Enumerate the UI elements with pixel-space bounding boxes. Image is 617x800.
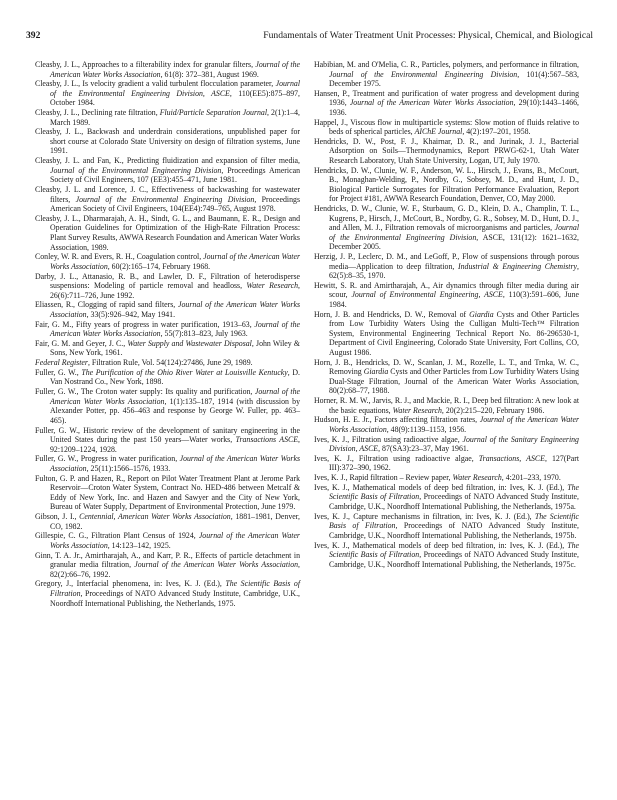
page-header (26, 30, 593, 44)
reference-title: Journal of the American Water Works Association (50, 531, 300, 550)
reference-text: Darby, J. L., Attanasio, R. B., and Lawler, D. F., Filtration of heterodisperse suspensions: Modeling of particle removal and headloss, (35, 271, 300, 291)
reference-title: Journal of the American Water Works Association (329, 415, 579, 434)
reference-text: , Proceedings of NATO Advanced Study Institute, Cambridge, U.K., Noordhoff International Publishing, the Netherlands, 1975. (50, 589, 300, 608)
reference-entry (35, 339, 300, 358)
reference-text: , 26(6):711–726, June 1992. (50, 281, 300, 300)
reference-text: , Proceedings American Society of Civil Engineers, 104(EE4):749–765, August 1978. (50, 194, 300, 214)
reference-entry (35, 127, 300, 156)
reference-title: Fluid/Particle Separation Journal (159, 108, 268, 118)
references-column-left (35, 60, 300, 608)
reference-entry (35, 387, 300, 425)
reference-entry (35, 531, 300, 550)
references-column-right (314, 60, 579, 569)
reference-text: , 25(11):1566–1576, 1933. (86, 463, 171, 473)
reference-entry (314, 166, 579, 204)
reference-text: , 82(2):66–76, 1992. (50, 560, 301, 579)
running-title: Fundamentals of Water Treatment Unit Processes: Physical, Chemical, and Biological (263, 30, 593, 41)
reference-text: Fulton, G. P. and Hazen, R., Report on Pilot Water Treatment Plant at Jerome Park Reservoir—Croton Water System, Contract No. HED-486 between Metcalf & Eddy of New York, Inc. and Hazen and Sawyer and the City of New York, Bureau of Water Supply, Department of Environmental Protection, June 1979. (35, 473, 300, 512)
reference-text: Fuller, G. W., Progress in water purification, (35, 454, 180, 464)
reference-title: Giardia (363, 367, 389, 377)
reference-title: Journal of Environmental Engineering, ASCE (351, 290, 503, 300)
reference-entry (35, 426, 300, 455)
reference-entry (35, 60, 300, 79)
reference-text: Horner, R. M. W., Jarvis, R. J., and Mackie, R. I., Deep bed filtration: A new look at the basic equations, (314, 396, 579, 415)
reference-entry (35, 320, 300, 339)
reference-text: , 110(3):591–606, June 1984. (329, 290, 579, 309)
reference-text: Gregory, J., Interfacial phenomena, in: Ives, K. J. (Ed.), (35, 579, 226, 589)
reference-text: , 110(EE5):875–897, October 1984. (50, 88, 301, 108)
reference-title: Water Research (392, 405, 442, 415)
reference-text: , 1881–1981, Denver, CO, 1982. (50, 512, 300, 531)
reference-text: Cleasby, J. L. and Lorence, J. C., Effectiveness of backwashing for wastewater filters, (35, 185, 300, 204)
reference-entry (314, 415, 579, 434)
reference-text: , 101(4):567–583, December 1975. (329, 69, 579, 89)
reference-text: Ives, K. J., Rapid filtration – Review paper, (314, 473, 453, 483)
reference-text: Happel, J., Viscous flow in multiparticle systems: Slow motion of fluids relative to beds of spherical particles, (314, 117, 579, 137)
reference-entry (35, 214, 300, 252)
reference-entry (314, 89, 579, 118)
reference-entry (314, 137, 579, 166)
reference-title: The Scientific Basis of Filtration (329, 511, 579, 531)
reference-title: Journal of the American Water Works Association (50, 252, 300, 271)
reference-title: Journal of the Environmental Engineering Division (329, 223, 579, 242)
reference-entry (314, 454, 579, 473)
reference-text: Gibson, J. I., (35, 512, 80, 522)
reference-entry (314, 310, 579, 358)
reference-text: Fuller, G. W., (35, 367, 82, 377)
reference-text: Fuller, G. W., The Croton water supply: Its quality and purification, (35, 387, 255, 397)
reference-entry (35, 474, 300, 512)
reference-text: Horn, J. B. and Hendricks, D. W., Removal of (314, 309, 470, 319)
reference-text: , 60(2):165–174, February 1968. (107, 261, 211, 271)
reference-text: , 92:1209–1224, 1928. (50, 435, 300, 454)
reference-title: The Scientific Basis of Filtration (50, 579, 300, 599)
reference-entry (35, 579, 300, 608)
reference-text: , 62(5):8–35, 1970. (329, 261, 579, 281)
reference-entry (35, 551, 300, 580)
reference-title: Journal of the American Water Works Association (50, 60, 300, 79)
reference-text: , ASCE, 131(12): 1621–1632, December 2005. (329, 232, 579, 252)
reference-text: , 55(7):813–823, July 1963. (160, 329, 248, 339)
reference-title: Water Supply and Wastewater Disposal (127, 338, 252, 348)
reference-entry (314, 118, 579, 137)
reference-text: Eliassen, R., Clogging of rapid sand filters, (35, 300, 179, 310)
reference-title: Journal of the Sanitary Engineering Division, ASCE (329, 434, 579, 454)
reference-text: Hudson, H. E. Jr., Factors affecting filtration rates, (314, 415, 480, 425)
reference-title: Journal of the American Water Works Association (50, 300, 300, 319)
reference-title: Centennial, American Water Works Association (79, 512, 231, 522)
reference-entry (314, 541, 579, 570)
reference-text: Cleasby, J. L., Approaches to a filterability index for granular filters, (35, 60, 256, 69)
reference-text: Ives, K. J., Filtration using radioactive algae, (314, 434, 463, 444)
reference-text: Cleasby, J. L., Backwash and underdrain considerations, unpublished paper for short course at Colorado State University on design of filtration systems, June 1991. (35, 127, 300, 156)
reference-text: Cleasby, J. L. and Fan, K., Predicting fluidization and expansion of filter media, (35, 156, 300, 166)
reference-text: Hendricks, D. W., Clunie, W. F., Sturbaum, G. D., Klein, D. A., Champlin, T. L., Kugrens, P., Hirsch, J., McCourt, B., Nordby, G. R., Sobsey, M. D., Hunt, D. J., and Allen, M. J., Filtration removals of microorganisms and particles, (314, 204, 579, 233)
reference-entry (314, 60, 579, 89)
reference-text: Gillespie, C. G., Filtration Plant Census of 1924, (35, 531, 199, 541)
reference-entry (35, 272, 300, 301)
reference-entry (35, 512, 300, 531)
reference-title: The Purification of the Ohio River Water at Louisville Kentucky (81, 367, 288, 377)
reference-text: , Proceedings American Society of Civil Engineers, 107 (EE3):455–471, June 1981. (50, 165, 300, 185)
reference-text: , 1(1):135–187, 1914 (with discussion by Alexander Potter, pp. 456–463 and response by George W. Fuller, pp. 463–465). (50, 396, 301, 425)
reference-text: Hewitt, S. R. and Amirtharajah, A., Air dynamics through filter media during air scour, (314, 280, 579, 300)
reference-text: , 29(10):1443–1466, 1936. (329, 98, 579, 117)
reference-entry (314, 252, 579, 281)
reference-text: , 33(5):926–942, May 1941. (86, 309, 176, 319)
reference-text: Hansen, P., Treatment and purification of water progress and development during 1936, (314, 88, 579, 108)
reference-text: , 61(8): 372–381, August 1969. (160, 69, 259, 79)
reference-text: , 48(9):1139–1153, 1956. (386, 424, 467, 434)
reference-text: Fair, G. M. and Geyer, J. C., (35, 338, 128, 348)
reference-title: Journal of the Environmental Engineering Division (50, 165, 222, 175)
reference-entry (35, 368, 300, 387)
reference-entry (35, 108, 300, 127)
reference-text: Herzig, J. P., Leclerc, D. M., and LeGoff, P., Flow of suspensions through porous media—Application to deep filtration, (314, 252, 579, 271)
reference-text: , Proceedings of NATO Advanced Study Institute, Cambridge, U.K., Noordhoff International Publishing, the Netherlands, 1975a. (329, 492, 580, 511)
reference-title: Journal of the Environmental Engineering Division, ASCE (50, 79, 300, 98)
reference-text: Ives, K. J., Mathematical models of deep bed filtration, in: Ives, K. J. (Ed.), (314, 482, 568, 492)
reference-text: , John Wiley & Sons, New York, 1961. (50, 338, 300, 358)
reference-entry (35, 358, 300, 368)
reference-title: Water Research (452, 473, 502, 483)
reference-text: , Filtration Rule, Vol. 54(124):27486, June 29, 1989. (87, 358, 253, 368)
reference-entry (35, 185, 300, 214)
reference-text: Cleasby, J. L., Dharmarajah, A. H., Sindt, G. L., and Baumann, E. R., Design and Operation Guidelines for Optimization of the High-Rate Filtration Process: Plant Survey Results, AWWA Research Foundation and American Water Works Association, 1989. (35, 213, 300, 252)
reference-text: Ives, K. J., Capture mechanisms in filtration, in: Ives, K. J. (Ed.), (314, 511, 535, 521)
reference-text: Hendricks, D. W., Post, F. J., Khairnar, D. R., and Jurinak, J. J., Bacterial Adsorption on Soils—Thermodynamics, Report PRWG-62-1, Utah Water Research Laboratory, Utah State University, Logan, UT, July 1970. (314, 136, 579, 166)
reference-title: The Scientific Basis of Filtration (329, 482, 579, 502)
reference-text: Fair, G. M., Fifty years of progress in water purification, 1913–63, (35, 319, 255, 329)
reference-text: Hendricks, D. W., Clunie, W. F., Anderson, W. L., Hirsch, J., Evans, B., McCourt, B., Monaghan-Welding, P., Nordby, G., Sobsey, M. D., and Hunt, J. D., Biological Particle Surrogates for Filtration Performance Evaluation, Report for Project #181, AWWA Research Foundation, Denver, CO, May 2000. (314, 165, 579, 204)
reference-title: The Scientific Basis of Filtration (329, 540, 579, 560)
reference-title: Journal of the American Water Works Association (50, 387, 301, 406)
reference-title: AIChE Journal (414, 127, 463, 137)
reference-entry (35, 454, 300, 473)
reference-title: Giardia (469, 309, 494, 319)
reference-entry (314, 435, 579, 454)
reference-title: Water Research (246, 281, 299, 291)
reference-title: Industrial & Engineering Chemistry (457, 261, 578, 271)
reference-text: , Proceedings of NATO Advanced Study Institute, Cambridge, U.K., Noordhoff International Publishing, the Netherlands, 1975c. (329, 550, 580, 569)
reference-entry (314, 512, 579, 541)
reference-title: Journal of the American Water Works Association (50, 319, 300, 339)
reference-entry (314, 473, 579, 483)
reference-entry (314, 483, 579, 512)
reference-title: Journal of the Environmental Engineering Division (329, 69, 518, 79)
reference-entry (314, 396, 579, 415)
reference-entry (314, 281, 579, 310)
reference-text: , Proceedings of NATO Advanced Study Institute, Cambridge, U.K., Noordhoff International Publishing, the Netherlands, 1975b. (329, 521, 579, 540)
reference-text: Ginn, T. A. Jr., Amirtharajah, A., and Karr, P. R., Effects of particle detachment in granular media filtration, (35, 550, 300, 570)
reference-text: Cleasby, J. L., Declining rate filtration, (35, 108, 160, 118)
reference-title: Transactions ASCE (235, 435, 299, 445)
reference-text: Cysts and Other Particles from Low Turbidity Waters Using Dual-Stage Filtration, Journal of the American Water Works Association, 80(2):68–77, 1988. (329, 367, 579, 396)
reference-entry (35, 79, 300, 108)
reference-text: , 87(SA3):23–37, May 1961. (378, 444, 469, 454)
reference-text: Cleasby, J. L., Is velocity gradient a valid turbulent flocculation parameter, (35, 79, 276, 89)
reference-text: , 2(1):1–4, March 1989. (50, 108, 300, 127)
reference-entry (314, 204, 579, 252)
reference-text: Horn, J. B., Hendricks, D. W., Scanlan, J. M., Rozelle, L. T., and Trnka, W. C., Removing (314, 357, 579, 377)
reference-text: Habibian, M. and O'Melia, C. R., Particles, polymers, and performance in filtration, (314, 60, 579, 69)
reference-title: Journal of the American Water Works Association (134, 560, 299, 570)
reference-entry (314, 358, 579, 396)
reference-text: , 20(2):215–220, February 1986. (441, 405, 545, 415)
reference-text: Ives, K. J., Filtration using radioactive algae, (314, 453, 479, 463)
reference-text: , 4(2):197–201, 1958. (462, 127, 531, 137)
reference-text: , 14:123–142, 1925. (107, 540, 171, 550)
reference-title: Transactions, ASCE (478, 453, 545, 463)
reference-entry (35, 252, 300, 271)
reference-entry (35, 156, 300, 185)
reference-title: Federal Register (35, 358, 88, 368)
reference-title: Journal of the American Water Works Association (50, 454, 300, 473)
reference-text: , D. Van Nostrand Co., New York, 1898. (50, 367, 300, 387)
reference-entry (35, 300, 300, 319)
reference-text: , 127(Part III):372–390, 1962. (329, 453, 579, 473)
reference-title: Journal of the Environmental Engineering Division (75, 194, 255, 204)
reference-text: Cysts and Other Particles from Low Turbidity Waters Using the Culligan Multi-Tech™ Filtration System, Environmental Engineering Technical Report No. 86-296530-1, Department of Civil Engineering, Colorado State University, Fort Collins, CO, August 1986. (329, 309, 579, 357)
reference-text: Conley, W. R. and Evers, R. H., Coagulation control, (35, 252, 204, 262)
reference-text: , 4:201–233, 1970. (501, 473, 561, 483)
reference-text: Ives, K. J., Mathematical models of deep bed filtration, in: Ives, K. J. (Ed.), (314, 540, 568, 550)
page-number: 392 (26, 30, 41, 41)
reference-text: Fuller, G. W., Historic review of the development of sanitary engineering in the United States during the past 150 years—Water works, (35, 425, 300, 445)
reference-title: Journal of the American Water Works Association (349, 98, 514, 108)
